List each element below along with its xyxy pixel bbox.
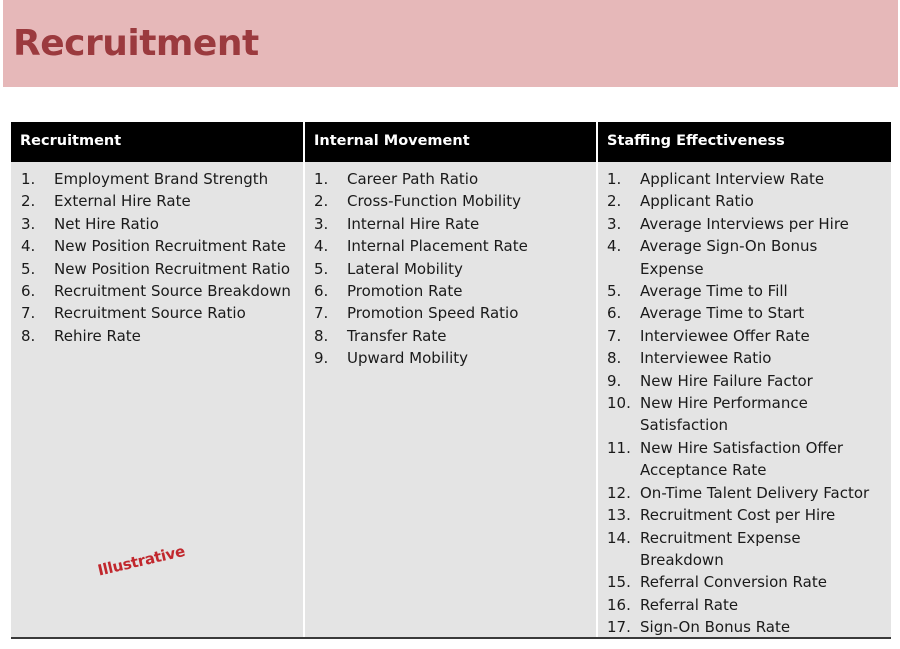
list-item xyxy=(607,594,869,616)
list-item-label: Cross-Function Mobility xyxy=(347,192,522,211)
list-item-label: Employment Brand Strength xyxy=(54,170,269,188)
list-item xyxy=(314,347,528,369)
list-item-label: Average Sign-On Bonus xyxy=(640,237,818,256)
column-divider xyxy=(596,122,598,638)
list-item-label: Referral Rate xyxy=(640,595,739,614)
list-item-label-continued: Acceptance Rate xyxy=(640,461,767,480)
list-item xyxy=(21,302,291,324)
header-recruitment: Recruitment xyxy=(20,133,122,149)
list-item-number: 4. xyxy=(314,237,329,256)
list-item-label: Promotion Rate xyxy=(347,282,463,301)
list-item-label: Recruitment Cost per Hire xyxy=(640,506,836,525)
list-item xyxy=(607,168,869,190)
list-item-label: Referral Conversion Rate xyxy=(640,573,827,592)
list-item xyxy=(607,235,869,280)
list-item-number: 4. xyxy=(607,237,622,256)
list-item-label: Average Interviews per Hire xyxy=(640,214,849,233)
list-item-number: 7. xyxy=(21,304,36,323)
list-item xyxy=(314,258,528,280)
list-item xyxy=(607,213,869,235)
list-item xyxy=(607,280,869,302)
list-item xyxy=(314,213,528,235)
list-item xyxy=(607,325,869,347)
list-item-label: Recruitment Source Breakdown xyxy=(54,282,291,301)
list-item-number: 5. xyxy=(21,259,36,278)
list-item xyxy=(21,190,291,212)
header-staffing-effectiveness: Staffing Effectiveness xyxy=(607,133,785,149)
list-item-label: Interviewee Ratio xyxy=(640,349,772,368)
list-item xyxy=(314,325,528,347)
list-item-number: 10. xyxy=(607,394,631,413)
list-item-number: 6. xyxy=(21,282,36,301)
list-item-number: 3. xyxy=(21,214,36,233)
list-item-label-continued: Breakdown xyxy=(640,550,724,569)
list-item xyxy=(607,527,869,572)
list-item-number: 9. xyxy=(314,349,329,368)
list-item-label: Recruitment Expense xyxy=(640,528,801,547)
list-item-number: 8. xyxy=(607,349,622,368)
title-band xyxy=(3,0,898,87)
list-item-number: 11. xyxy=(607,438,631,457)
list-item xyxy=(607,190,869,212)
list-item-label: Average Time to Fill xyxy=(640,282,788,301)
internal-movement-list xyxy=(314,168,528,370)
list-item xyxy=(21,168,291,190)
list-item-label-continued: Satisfaction xyxy=(640,416,729,435)
list-item-label: External Hire Rate xyxy=(54,192,191,211)
list-item xyxy=(314,168,528,190)
list-item-number: 6. xyxy=(314,282,329,301)
header-internal-movement: Internal Movement xyxy=(314,133,470,149)
illustrative-stamp: Illustrative xyxy=(96,542,187,580)
list-item-label: Interviewee Offer Rate xyxy=(640,326,810,345)
list-item-label: On-Time Talent Delivery Factor xyxy=(640,483,870,502)
list-item xyxy=(607,302,869,324)
list-item xyxy=(21,235,291,257)
list-item xyxy=(607,571,869,593)
list-item-label: Internal Hire Rate xyxy=(347,214,480,233)
table-header-row xyxy=(11,122,891,162)
list-item-label: New Hire Performance xyxy=(640,394,808,413)
list-item-label: Applicant Ratio xyxy=(640,192,754,211)
list-item-number: 16. xyxy=(607,595,631,614)
list-item xyxy=(607,392,869,437)
staffing-effectiveness-list xyxy=(607,168,869,639)
list-item-number: 6. xyxy=(607,304,622,323)
list-item xyxy=(21,258,291,280)
list-item xyxy=(314,235,528,257)
list-item-number: 2. xyxy=(607,192,622,211)
list-item-number: 1. xyxy=(21,170,36,188)
list-item-number: 7. xyxy=(607,326,622,345)
list-item xyxy=(607,347,869,369)
list-item xyxy=(21,325,291,347)
list-item xyxy=(607,437,869,482)
list-item-number: 1. xyxy=(314,170,329,188)
list-item-number: 2. xyxy=(314,192,329,211)
list-item-label: Promotion Speed Ratio xyxy=(347,304,519,323)
list-item xyxy=(314,190,528,212)
list-item-number: 14. xyxy=(607,528,631,547)
list-item-label: Average Time to Start xyxy=(640,304,805,323)
list-item xyxy=(21,213,291,235)
list-item xyxy=(607,370,869,392)
list-item-number: 2. xyxy=(21,192,36,211)
slide-title: Recruitment xyxy=(13,23,259,64)
list-item-label: New Position Recruitment Rate xyxy=(54,237,286,256)
list-item-label: Net Hire Ratio xyxy=(54,214,159,233)
list-item-number: 9. xyxy=(607,371,622,390)
list-item-label: New Hire Satisfaction Offer xyxy=(640,438,844,457)
list-item xyxy=(314,280,528,302)
list-item xyxy=(607,504,869,526)
list-item-label: Upward Mobility xyxy=(347,349,469,368)
list-item-label: Internal Placement Rate xyxy=(347,237,528,256)
list-item-label: Transfer Rate xyxy=(347,326,447,345)
list-item-number: 5. xyxy=(314,259,329,278)
list-item xyxy=(607,482,869,504)
list-item xyxy=(21,280,291,302)
list-item-number: 4. xyxy=(21,237,36,256)
bottom-rule xyxy=(11,637,891,639)
list-item xyxy=(607,616,869,638)
list-item-label: Applicant Interview Rate xyxy=(640,170,825,188)
list-item-label: New Position Recruitment Ratio xyxy=(54,259,291,278)
list-item-label: Rehire Rate xyxy=(54,326,141,345)
list-item-number: 3. xyxy=(314,214,329,233)
list-item xyxy=(314,302,528,324)
list-item-label: New Hire Failure Factor xyxy=(640,371,813,390)
list-item-number: 12. xyxy=(607,483,631,502)
list-item-number: 17. xyxy=(607,618,631,637)
recruitment-list xyxy=(21,168,291,347)
list-item-number: 3. xyxy=(607,214,622,233)
list-item-number: 8. xyxy=(21,326,36,345)
list-item-number: 1. xyxy=(607,170,622,188)
list-item-label: Sign-On Bonus Rate xyxy=(640,618,791,637)
list-item-number: 7. xyxy=(314,304,329,323)
list-item-number: 15. xyxy=(607,573,631,592)
list-item-number: 8. xyxy=(314,326,329,345)
list-item-label: Recruitment Source Ratio xyxy=(54,304,246,323)
list-item-number: 5. xyxy=(607,282,622,301)
list-item-number: 13. xyxy=(607,506,631,525)
list-item-label: Career Path Ratio xyxy=(347,170,479,188)
list-item-label: Lateral Mobility xyxy=(347,259,463,278)
column-divider xyxy=(303,122,305,638)
list-item-label-continued: Expense xyxy=(640,259,704,278)
